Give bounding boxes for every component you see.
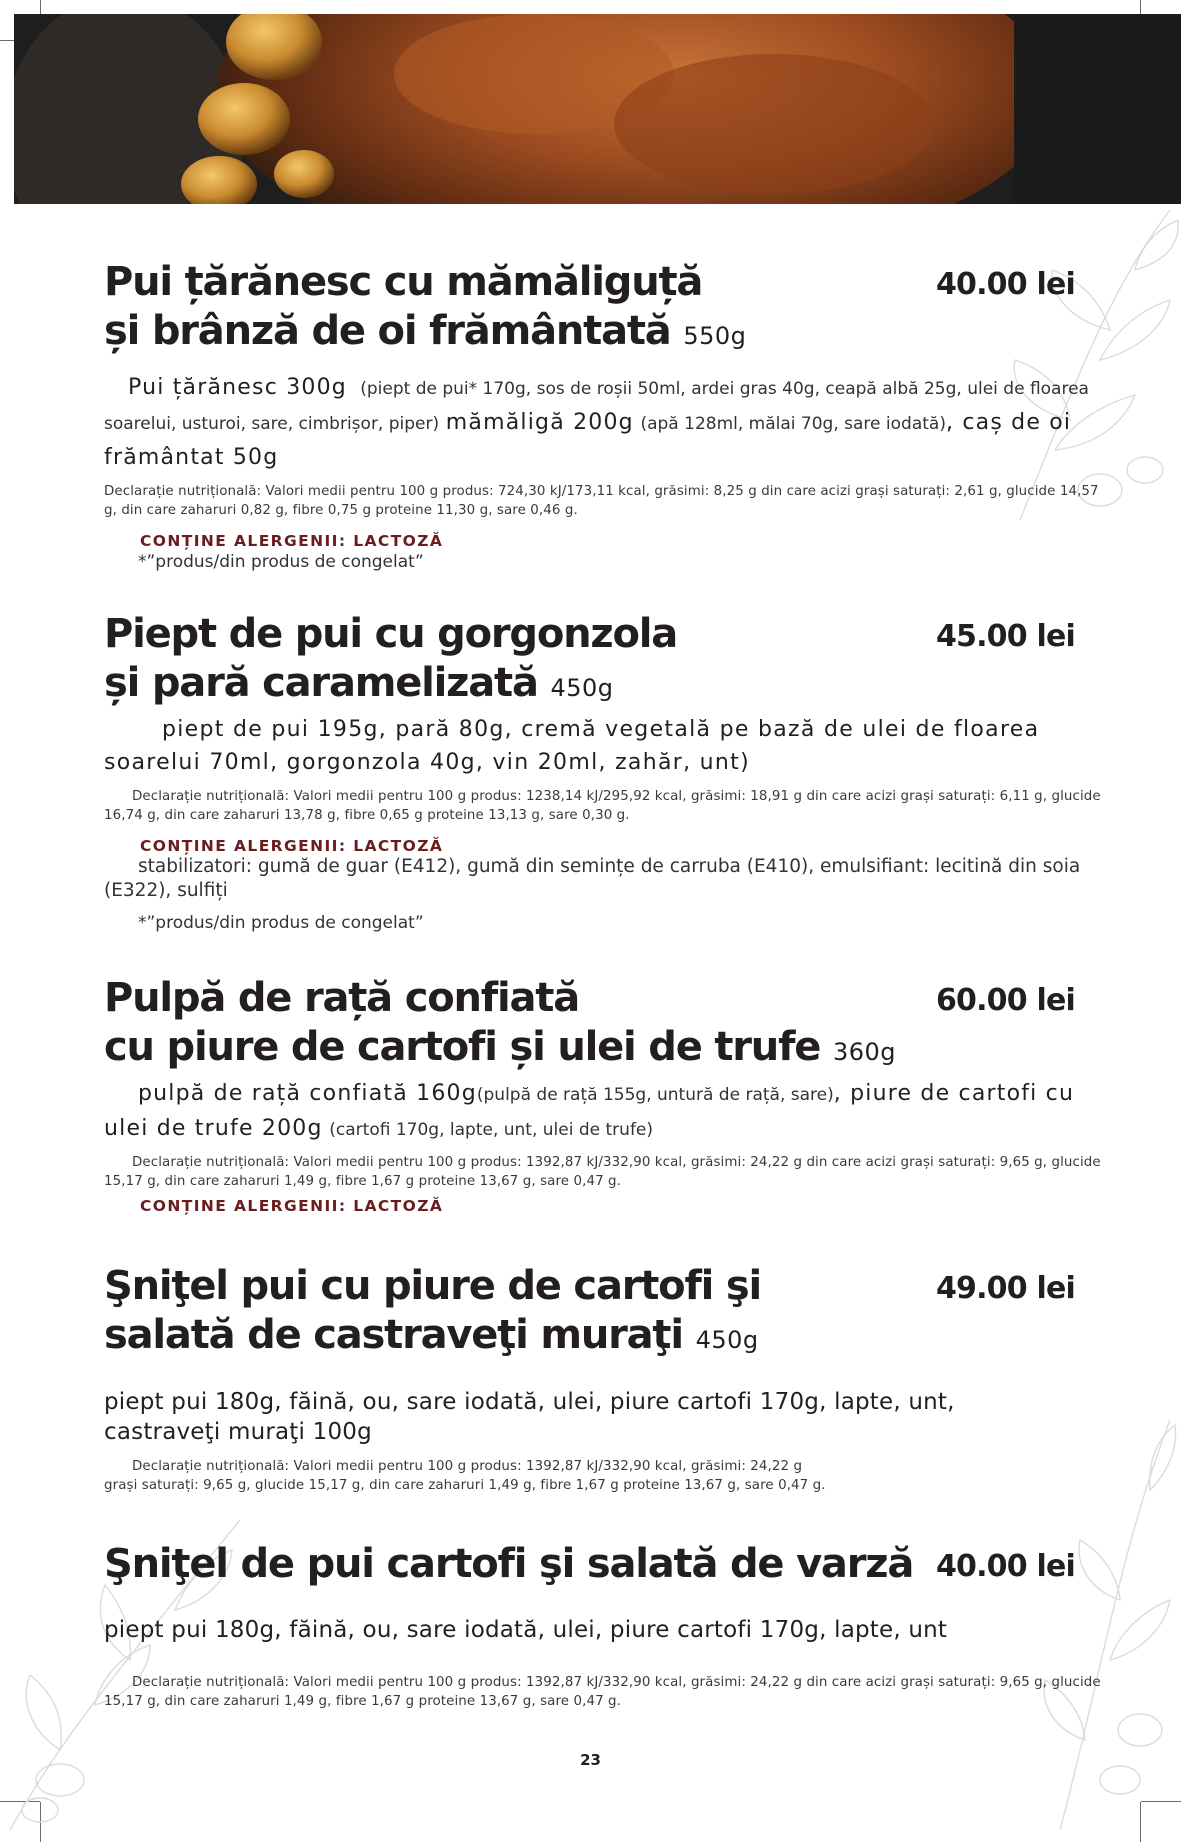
nutrition-declaration: Declarație nutrițională: Valori medii pentru 100 g produs: 1392,87 kJ/332,90 kcal, grăsimi: 24,22 g din care acizi grași saturați: 9,65 g, glucide 15,17 g, din care zaharuri 1,49 g, fibre 1,67 g proteine 13,67 g, sare 0,47 g. xyxy=(104,1675,1101,1709)
item-weight: 450g xyxy=(695,1326,759,1354)
allergen-warning: CONȚINE ALERGENII: LACTOZĂ xyxy=(140,837,444,855)
item-price: 40.00 lei xyxy=(935,1549,1075,1584)
page-number: 23 xyxy=(580,1751,601,1769)
nutrition-declaration: Declarație nutrițională: Valori medii pentru 100 g produs: 1392,87 kJ/332,90 kcal, grăsimi: 24,22 g grași saturați: 9,65 g, glucide 15,17 g, din care zaharuri 1,49 g, fibre 1,67 g proteine 13,67 g, sare 0,47 g. xyxy=(104,1459,826,1493)
item-price: 60.00 lei xyxy=(935,983,1075,1018)
stabilizers-note: stabilizatori: gumă de guar (E412), gumă din semințe de carruba (E410), emulsifiant: lecitină din soia (E322), sulfiți xyxy=(104,856,1081,901)
menu-item xyxy=(104,1262,1104,1495)
roast-chicken-illustration xyxy=(14,14,1181,204)
nutrition-declaration: Declarație nutrițională: Valori medii pentru 100 g produs: 1238,14 kJ/295,92 kcal, grăsimi: 18,91 g din care acizi grași saturați: 6,11 g, glucide 16,74 g, din care zaharuri 13,78 g, fibre 0,65 g proteine 13,13 g, sare 0,30 g. xyxy=(104,789,1101,823)
item-title: Piept de pui cu gorgonzola și pară caramelizată 450g xyxy=(104,611,678,706)
item-title: Şniţel pui cu piure de cartofi şi salată de castraveţi muraţi 450g xyxy=(104,1263,762,1358)
menu-item xyxy=(104,1540,1104,1711)
frozen-note: *”produs/din produs de congelat” xyxy=(138,552,424,572)
allergen-warning: CONȚINE ALERGENII: LACTOZĂ xyxy=(140,532,444,550)
item-title: Şniţel de pui cartofi şi salată de varză xyxy=(104,1541,914,1587)
item-description: pulpă de rață confiată 160g(pulpă de rață 155g, untură de rață, sare), piure de cartofi cu ulei de trufe 200g (cartofi 170g, lapte, unt, ulei de trufe) xyxy=(104,1081,1075,1141)
item-weight: 550g xyxy=(683,322,747,350)
frozen-note: *”produs/din produs de congelat” xyxy=(138,913,424,933)
item-description: piept de pui 195g, pară 80g, cremă vegetală pe bază de ulei de floarea soarelui 70ml, gorgonzola 40g, vin 20ml, zahăr, unt) xyxy=(104,717,1040,775)
allergen-warning: CONȚINE ALERGENII: LACTOZĂ xyxy=(140,1197,444,1215)
crop-mark xyxy=(1141,1801,1181,1802)
hero-photo xyxy=(14,14,1181,204)
item-price: 40.00 lei xyxy=(935,267,1075,302)
item-title: Pui țărănesc cu mămăliguță și brânză de oi frământată 550g xyxy=(104,259,747,354)
item-description: piept pui 180g, făină, ou, sare iodată, ulei, piure cartofi 170g, lapte, unt xyxy=(104,1617,948,1643)
item-title: Pulpă de rață confiată cu piure de cartofi și ulei de trufe 360g xyxy=(104,975,896,1070)
crop-mark xyxy=(0,1801,40,1802)
nutrition-declaration: Declarație nutrițională: Valori medii pentru 100 g produs: 724,30 kJ/173,11 kcal, grăsimi: 8,25 g din care acizi grași saturați: 2,61 g, glucide 14,57 g, din care zaharuri 0,82 g, fibre 0,75 g proteine 11,30 g, sare 0,46 g. xyxy=(104,484,1099,518)
item-description: Pui țărănesc 300g (piept de pui* 170g, sos de roșii 50ml, ardei gras 40g, ceapă albă 25g, ulei de floarea soarelui, usturoi, sare, cimbrișor, piper) mămăligă 200g (apă 128ml, mălai 70g, sare iodată), caș de oi frământat 50g xyxy=(104,375,1089,470)
nutrition-declaration: Declarație nutrițională: Valori medii pentru 100 g produs: 1392,87 kJ/332,90 kcal, grăsimi: 24,22 g din care acizi grași saturați: 9,65 g, glucide 15,17 g, din care zaharuri 1,49 g, fibre 1,67 g proteine 13,67 g, sare 0,47 g. xyxy=(104,1155,1101,1189)
item-weight: 360g xyxy=(832,1038,896,1066)
menu-item xyxy=(104,610,1104,935)
item-price: 49.00 lei xyxy=(935,1271,1075,1306)
menu-item xyxy=(104,974,1104,1215)
item-description: piept pui 180g, făină, ou, sare iodată, ulei, piure cartofi 170g, lapte, unt, castraveţi muraţi 100g xyxy=(104,1389,955,1445)
crop-mark xyxy=(1140,1802,1141,1842)
item-weight: 450g xyxy=(550,674,614,702)
item-price: 45.00 lei xyxy=(935,619,1075,654)
crop-mark xyxy=(40,1802,41,1842)
menu-item xyxy=(104,258,1104,574)
